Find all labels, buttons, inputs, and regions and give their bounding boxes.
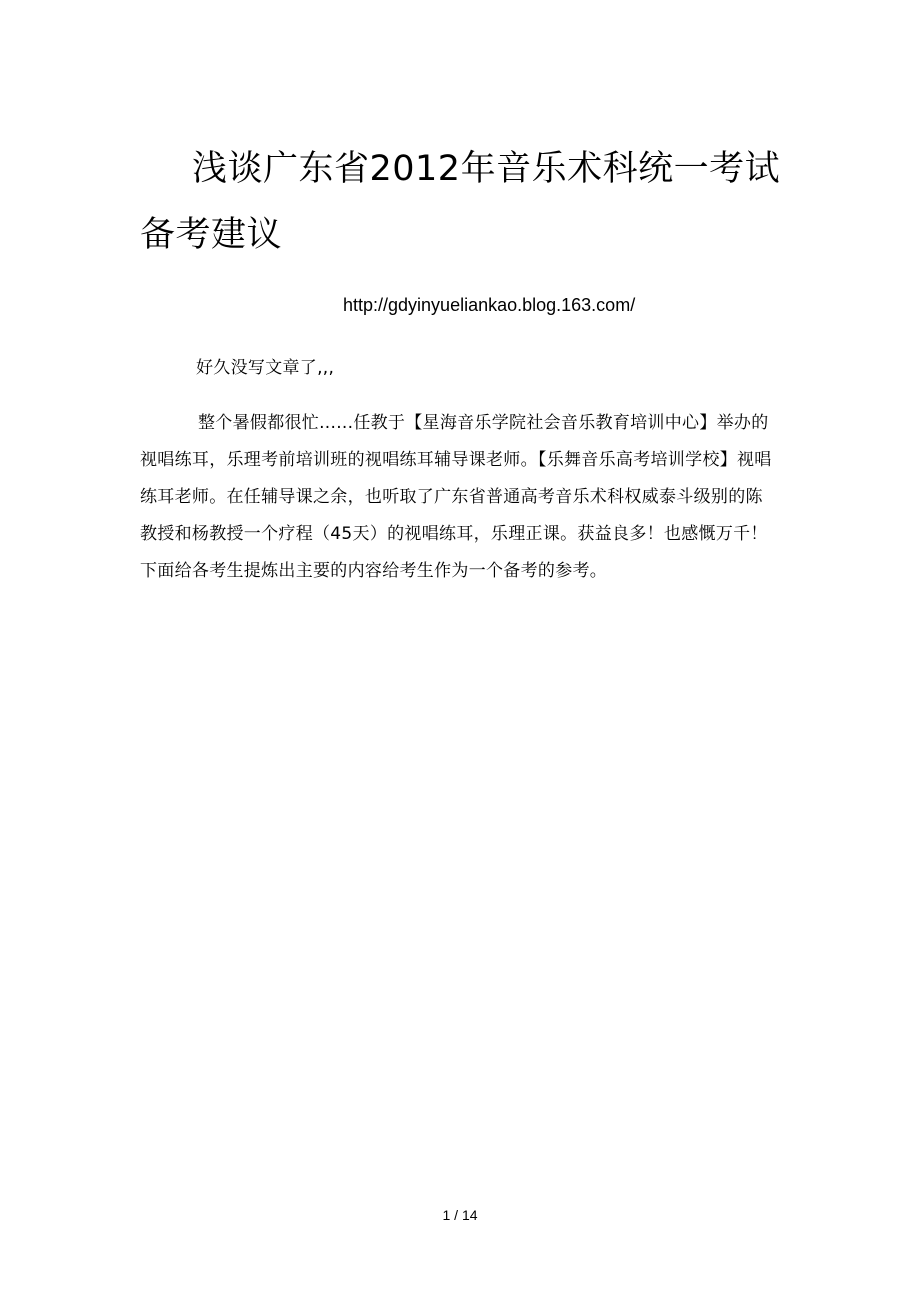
page-number: 1 / 14 [442,1207,478,1223]
document-title: 浅谈广东省2012年音乐术科统一考试备考建议 [140,149,781,255]
paragraph-body: 整个暑假都很忙......任教于【星海音乐学院社会音乐教育培训中心】举办的视唱练耳，乐理考前培训班的视唱练耳辅导课老师。【乐舞音乐高考培训学校】视唱练耳老师。在任辅导课之余，也听取了广东省普通高考音乐术科权威泰斗级别的陈教授和杨教授一个疗程（45天）的视唱练耳，乐理正课。获益良多！也感慨万千！下面给各考生提炼出主要的内容给考生作为一个备考的参考。 [140,413,772,581]
paragraph-intro: 好久没写文章了,,, [196,358,335,378]
source-url: http://gdyinyueliankao.blog.163.com/ [343,295,636,315]
